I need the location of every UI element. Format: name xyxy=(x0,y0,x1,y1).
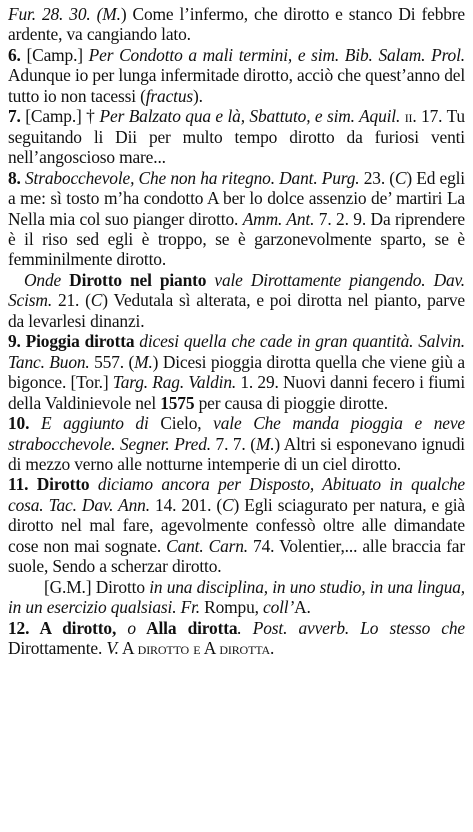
text-segment: 74. Volentier,... alle braccia far suole, Sendo a scherzar dirotto. xyxy=(8,535,465,577)
text-segment: [G.M.] Dirotto xyxy=(44,576,150,597)
text-segment: Adunque io per lunga infermitade dirotto, acciò che quest’anno del tutto io non tacessi ( xyxy=(8,65,465,106)
text-segment: 12. A dirotto, xyxy=(8,617,128,638)
text-segment: 17. Tu seguitando li Dii per multo tempo dirotto da furiosi venti nell’angoscioso mare... xyxy=(8,106,465,168)
text-segment: vale Che manda pioggia e neve strabocchevole. Segner. Pred. xyxy=(8,413,465,454)
text-segment: Cielo, xyxy=(160,413,202,434)
text-segment: coll’ xyxy=(263,597,295,618)
text-segment: V. xyxy=(106,638,119,659)
text-segment: Per Condotto a mali termini, e sim. Bib. Salam. Prol. xyxy=(88,44,465,65)
text-segment: 7. 2. 9. Da riprendere è il riso sed egli è troppo, se è garzonevolmente sparto, se è femminilmente dirotto. xyxy=(8,208,465,270)
text-segment: [Camp.] xyxy=(26,44,89,65)
text-segment: 21. ( xyxy=(52,290,91,311)
text-segment: Dirottamente. xyxy=(8,638,107,659)
entry-sense-6 xyxy=(8,45,465,106)
text-segment: per causa di pioggie dirotte. xyxy=(194,392,388,413)
text-segment: 11. Dirotto xyxy=(8,474,90,495)
text-segment: diciamo ancora per Disposto, Abituato in qualche cosa. Tac. Dav. Ann. xyxy=(8,474,465,515)
entry-sense-8-onde xyxy=(8,270,465,331)
entry-intro xyxy=(8,4,465,45)
text-segment: Dirotto nel pianto xyxy=(69,269,207,290)
entry-sense-7 xyxy=(8,106,465,167)
text-segment: fractus xyxy=(145,85,194,106)
text-segment: 557. ( xyxy=(89,351,135,372)
text-segment: ) Vedutala sì alterata, e poi dirotta nel pianto, parve da levarlesi dinanzi. xyxy=(8,290,466,331)
text-segment: C xyxy=(394,167,407,188)
text-segment: Strabocchevole, Che non ha ritegno. Dant. Purg. xyxy=(24,167,360,188)
text-segment: ii. xyxy=(404,106,417,127)
text-segment: 1575 xyxy=(160,392,195,413)
text-segment: ) Dicesi pioggia dirotta quella che viene giù a bigonce. [Tor.] xyxy=(8,351,465,393)
text-segment: ) Come l’infermo, che dirotto e stanco Di febbre ardente, va cangiando lato. xyxy=(8,4,465,45)
entry-sense-8 xyxy=(8,168,465,270)
text-segment: Per Balzato qua e là, Sbattuto, e sim. Aquil. xyxy=(99,106,401,127)
text-segment: ). xyxy=(193,85,203,106)
text-segment: A dirotto e A dirotta. xyxy=(118,638,275,659)
text-segment: 8. xyxy=(8,167,25,188)
text-segment: 7. 7. ( xyxy=(210,433,256,454)
text-segment: Rompu, xyxy=(199,597,264,618)
text-segment: C xyxy=(222,494,234,515)
text-segment: 9. Pioggia dirotta xyxy=(8,331,135,352)
text-segment: o xyxy=(127,617,136,638)
text-segment: C xyxy=(90,290,103,311)
text-segment: M. xyxy=(255,433,275,454)
text-segment: M. xyxy=(102,4,121,24)
entry-sense-9 xyxy=(8,331,465,413)
entry-sense-11-gm xyxy=(8,577,465,618)
text-segment: ) Ed egli a me: sì tosto m’ha condotto A ber lo dolce assenzio de’ martiri La Nella mia col suo pianger dirotto. xyxy=(8,167,465,229)
text-segment: in una disciplina, in uno studio, in una lingua, in un esercizio qualsiasi. Fr. xyxy=(8,576,465,618)
text-segment: Fur. 28. 30. ( xyxy=(8,4,103,24)
text-segment: E aggiunto di xyxy=(40,413,161,434)
text-segment: [Camp.] † xyxy=(25,106,100,127)
entry-sense-11 xyxy=(8,474,465,576)
text-segment: dicesi quella che cade in gran quantità. Salvin. Tanc. Buon. xyxy=(8,331,465,372)
text-segment: M. xyxy=(134,351,153,372)
text-segment: 10. xyxy=(8,413,41,434)
text-segment: 23. ( xyxy=(359,167,395,188)
text-segment: Alla dirotta xyxy=(135,617,238,638)
entry-sense-10 xyxy=(8,413,465,474)
text-segment: Cant. Carn. xyxy=(166,535,248,556)
text-segment: 14. 201. ( xyxy=(149,494,223,515)
text-segment: Onde xyxy=(24,269,70,290)
text-segment: vale Dirottamente piangendo. Dav. Scism. xyxy=(8,269,465,311)
text-segment: . Post. avverb. Lo stesso che xyxy=(237,617,465,638)
text-segment: Amm. Ant. xyxy=(242,208,315,229)
text-segment: ) Altri si esponevano ignudi di mezzo verno alle notturne intemperie di un ciel dirotto. xyxy=(8,433,465,474)
text-segment: 1. 29. Nuovi danni fecero i fiumi della Valdinievole nel xyxy=(8,372,465,413)
text-segment: 7. xyxy=(8,106,26,127)
entry-sense-12 xyxy=(8,618,465,659)
text-segment: ) Egli sciagurato per natura, e già dirotto nel mal fare, agevolmente confessò oltre alle dimandate cose non mai sognate. xyxy=(8,494,466,556)
text-segment: Targ. Rag. Valdin. xyxy=(112,372,237,393)
text-segment: A. xyxy=(294,597,311,618)
text-segment: 6. xyxy=(8,44,27,65)
